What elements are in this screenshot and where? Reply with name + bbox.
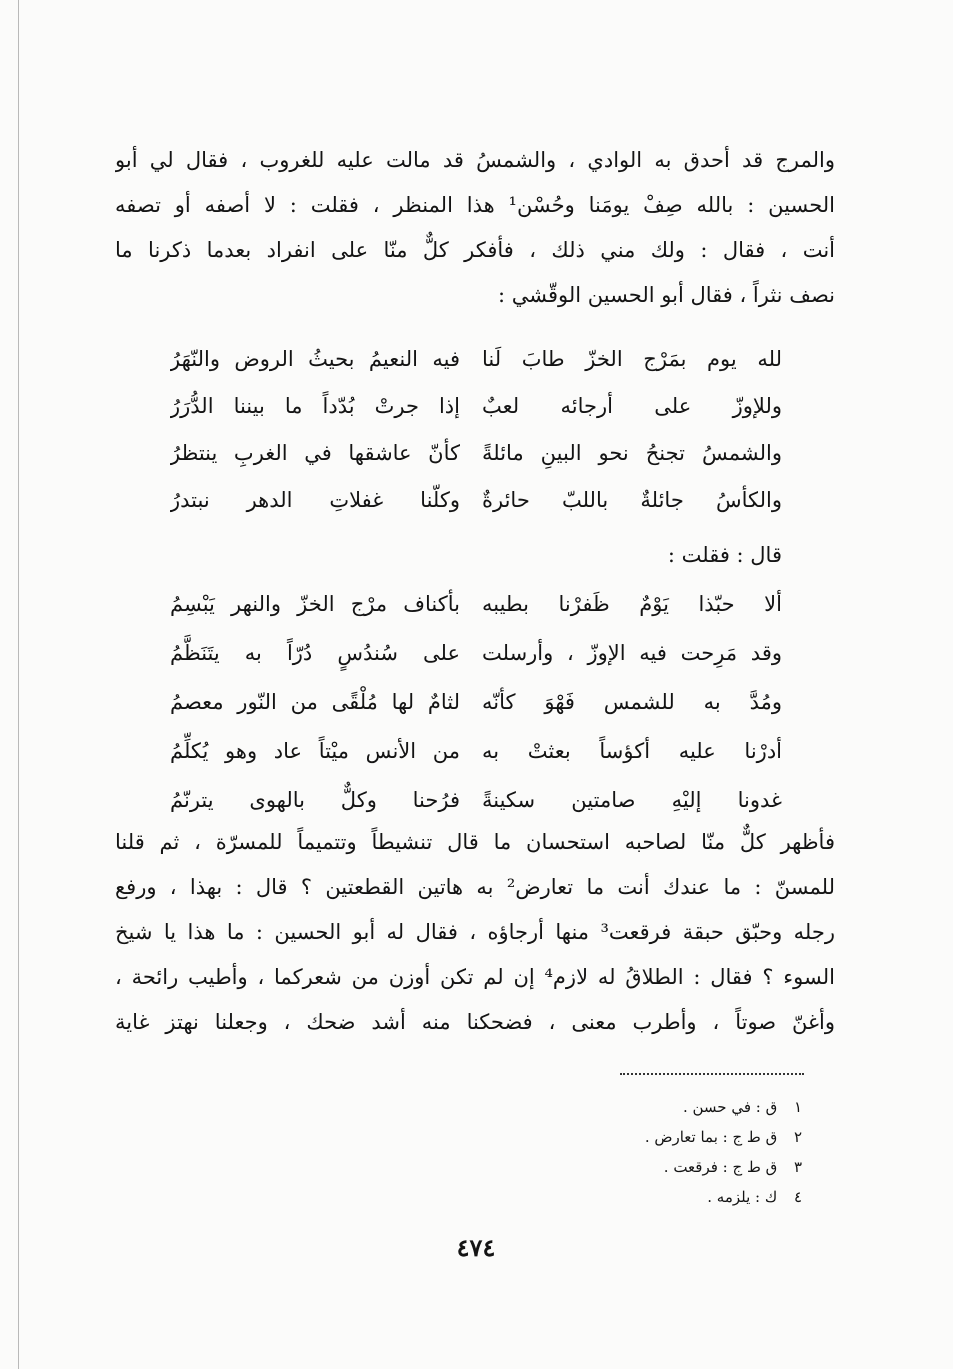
paragraph-line: الحسين : بالله صِفْ يومَنا وحُسْن¹ هذا المنظر ، فقلت : لا أصفه أو تصفه [115,193,835,217]
paragraph-line: السوء ؟ فقال : الطلاقُ له لازم⁴ إن لم تكن أوزن من شعركما ، وأطيب رائحة ، [115,965,835,989]
verse-line [170,336,782,383]
poem-response [170,580,782,825]
verse-second-hemistich: لثامٌ لها مُلْقًى من النّور معصمُ [170,690,460,714]
verse-line [170,727,782,776]
paragraph-line: وأغنّ صوتاً ، وأطرب معنى ، فضحكنا منه أشد ضحك ، وجعلنا نهتز غاية [115,1010,835,1034]
verse-line [170,580,782,629]
verse-first-hemistich: ومُدَّ به للشمس فَهْوَ كأنّه [482,690,782,714]
footnote-text: ك : يلزمه . [707,1188,778,1206]
verse-second-hemistich: وكلّنا غفلاتِ الدهر نبتدرُ [170,488,460,512]
verse-second-hemistich: من الأنس ميْتاً عاد وهو يُكلِّمُ [170,739,460,763]
paragraph-line: للمسنّ : ما عندك أنت ما تعارض² به هاتين القطعتين ؟ قال : بهذا ، ورفع [115,875,835,899]
verse-line [170,629,782,678]
verse-first-hemistich: غدونا إليْهِ صامتين سكينةً [482,788,782,812]
footnote-item [560,1122,802,1152]
footnote-number: ٣ [793,1158,802,1176]
verse-first-hemistich: وقد مَرِحت فيه الإوزّ ، وأرسلت [482,641,782,665]
verse-second-hemistich: على سُندُسٍ دُرّاً به يتَنَظَّمُ [170,641,460,665]
footnote-item [560,1182,802,1212]
paragraph-line: والمرج قد أحدق به الوادي ، والشمسُ قد مالت عليه للغروب ، فقال لي أبو [115,148,835,172]
verse-second-hemistich: بأكناف مرْج الخزّ والنهر يَبْسِمُ [170,592,460,616]
verse-second-hemistich: فيه النعيمُ بحيثُ الروض والنّهَرُ [170,347,460,371]
qala-line: قال : فقلت : [667,543,782,567]
verse-second-hemistich: فرُحنا وكلٌّ بالهوى يترنّمُ [170,788,460,812]
verse-first-hemistich: والشمسُ تجنحُ نحو البينِ مائلةً [482,441,782,465]
verse-first-hemistich: وللإوزّ على أرجائه لعبٌ [482,394,782,418]
verse-line [170,383,782,430]
opening-paragraph [115,138,835,318]
page-number: ٤٧٤ [456,1233,496,1262]
verse-second-hemistich: كأنّ عاشقها في الغربِ ينتظرُ [170,441,460,465]
footnote-text: ق : في حسن . [682,1098,778,1116]
verse-first-hemistich: أدرْنا عليه أكؤساً بعثتْ به [482,739,782,763]
verse-line [170,678,782,727]
footnote-text: ق ط ج : فرقعت . [663,1158,778,1176]
footnote-number: ٤ [793,1188,802,1206]
footnote-item [560,1152,802,1182]
verse-first-hemistich: لله يوم بمَرْج الخزّ طابَ لَنا [482,347,782,371]
footnotes [560,1092,802,1212]
verse-first-hemistich: والكأسُ جائلةٌ باللبّ حائرةٌ [482,488,782,512]
footnote-number: ١ [793,1098,802,1116]
paragraph-line: فأظهر كلٌّ منّا لصاحبه استحسان ما قال تنشيطاً وتتميماً للمسرّة ، ثم قلنا [115,830,835,854]
footnote-number: ٢ [793,1128,802,1146]
paragraph-line: أنت ، فقال : ولك مني ذلك ، فأفكر كلٌّ منّا على انفراد بعدما ذكرنا ما [115,238,835,262]
poem-waqqashi [170,336,782,524]
verse-first-hemistich: ألا حبّذا يَوْمٌ ظَفرْنا بطيبه [482,592,782,616]
closing-paragraph [115,820,835,1045]
footnote-item [560,1092,802,1122]
verse-second-hemistich: إذا جرتْ بُدّداً ما بيننا الدُّرَرُ [170,394,460,418]
verse-line [170,477,782,524]
verse-line [170,430,782,477]
paragraph-line: نصف نثراً ، فقال أبو الحسين الوقّشي : [497,283,835,307]
footnote-divider [620,1073,804,1075]
footnote-text: ق ط ج : بما تعارض . [644,1128,778,1146]
verse-line [170,776,782,825]
paragraph-line: رجله وحبّق حبقة فرقعت³ منها أرجاؤه ، فقال له أبو الحسين : ما هذا يا شيخ [115,920,835,944]
page-edge-line [18,0,19,1369]
